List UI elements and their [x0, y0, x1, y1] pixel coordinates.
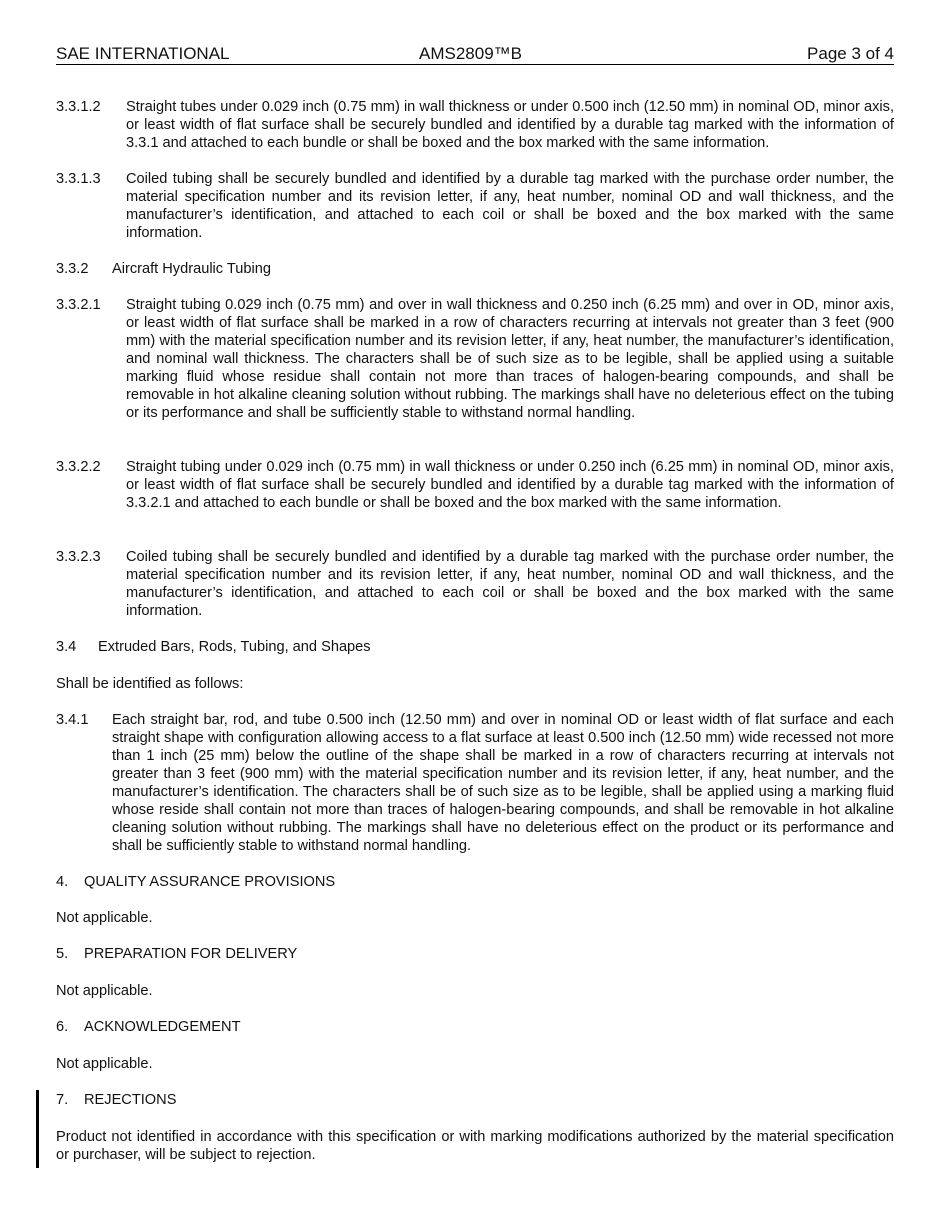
page-header — [56, 44, 894, 65]
section-title: QUALITY ASSURANCE PROVISIONS — [84, 874, 336, 890]
section-number: 7. — [56, 1092, 69, 1108]
section-number: 6. — [56, 1019, 69, 1035]
section-number: 3.3.1.3 — [56, 171, 101, 187]
section-4-body: Not applicable. — [56, 910, 153, 926]
section-4-heading — [56, 873, 894, 891]
header-page-number: Page 3 of 4 — [807, 44, 894, 63]
section-3-3-1-3 — [56, 170, 894, 242]
section-7-heading — [56, 1091, 894, 1109]
section-text: Coiled tubing shall be securely bundled and identified by a durable tag marked with the purchase order number, the material specification number and its revision letter, if any, heat number, nominal OD and wall thickness, and the manufacturer’s identification, and attached to each coil or shall be boxed and the box marked with the same information. — [126, 171, 894, 241]
header-document-number: AMS2809™B — [419, 44, 522, 63]
section-6-heading — [56, 1018, 894, 1036]
section-3-3-1-2 — [56, 98, 894, 152]
section-7-body: Product not identified in accordance with this specification or with marking modifications authorized by the material specification or purchaser, will be subject to rejection. — [56, 1129, 894, 1163]
section-3-4-1 — [56, 711, 894, 855]
section-3-4-heading — [56, 638, 894, 656]
section-number: 3.3.2.3 — [56, 549, 101, 565]
section-number: 3.4 — [56, 639, 77, 655]
section-3-4-intro: Shall be identified as follows: — [56, 676, 244, 692]
section-title: Extruded Bars, Rods, Tubing, and Shapes — [98, 639, 371, 655]
section-5-body: Not applicable. — [56, 983, 153, 999]
section-text: Straight tubing under 0.029 inch (0.75 mm) in wall thickness or under 0.250 inch (6.25 mm) in nominal OD, minor axis, or least width of flat surface shall be securely bundled and identified by a durable tag marked with the information of 3.3.2.1 and attached to each bundle or shall be boxed and the box marked with the same information. — [126, 459, 894, 511]
section-number: 3.4.1 — [56, 712, 89, 728]
section-number: 4. — [56, 874, 69, 890]
section-text: Straight tubing 0.029 inch (0.75 mm) and over in wall thickness and 0.250 inch (6.25 mm) and over in OD, minor axis, or least width of flat surface shall be marked in a row of characters recurring at intervals not greater than 3 feet (900 mm) with the material specification number and its revision letter, if any, heat number, the manufacturer’s identification, and nominal wall thickness. The characters shall be of such size as to be legible, shall be applied using a suitable marking fluid whose residue shall contain not more than traces of halogen-bearing compounds, and shall be removable in hot alkaline cleaning solution without rubbing. The markings shall have no deleterious effect on the tubing or its performance and shall be sufficiently stable to withstand normal handling. — [126, 297, 894, 421]
section-5-heading — [56, 945, 894, 963]
section-6-body: Not applicable. — [56, 1056, 153, 1072]
section-3-3-2-1 — [56, 296, 894, 422]
section-title: PREPARATION FOR DELIVERY — [84, 946, 298, 962]
section-number: 5. — [56, 946, 69, 962]
section-number: 3.3.2 — [56, 261, 89, 277]
section-3-3-2-heading — [56, 260, 894, 278]
section-text: Each straight bar, rod, and tube 0.500 inch (12.50 mm) and over in nominal OD or least width of flat surface and each straight shape with configuration allowing access to a flat surface at least 0.500 inch (12.50 mm) wide recessed not more than 1 inch (25 mm) below the outline of the shape shall be marked in a row of characters recurring at intervals not greater than 3 feet (900 mm) with the material specification number and its revision letter, if any, heat number, and the manufacturer’s identification. The characters shall be of such size as to be legible, shall be applied using a marking fluid whose reside shall contain not more than traces of halogen-bearing compounds, and shall be removable in hot alkaline cleaning solution without rubbing. The markings shall have no deleterious effect on the product or its performance and shall be sufficiently stable to withstand normal handling. — [112, 712, 894, 854]
header-organization: SAE INTERNATIONAL — [56, 44, 230, 63]
section-title: Aircraft Hydraulic Tubing — [112, 261, 271, 277]
section-number: 3.3.2.1 — [56, 297, 101, 313]
section-3-3-2-3 — [56, 548, 894, 620]
revision-change-bar — [36, 1090, 39, 1168]
section-text: Coiled tubing shall be securely bundled and identified by a durable tag marked with the purchase order number, the material specification number and its revision letter, if any, heat number, nominal OD and wall thickness, and the manufacturer’s identification, and attached to each coil or shall be boxed and the box marked with the same information. — [126, 549, 894, 619]
section-number: 3.3.2.2 — [56, 459, 101, 475]
section-text: Straight tubes under 0.029 inch (0.75 mm) in wall thickness or under 0.500 inch (12.50 mm) in nominal OD, minor axis, or least width of flat surface shall be securely bundled and identified by a durable tag marked with the information of 3.3.1 and attached to each bundle or shall be boxed and the box marked with the same information. — [126, 99, 894, 151]
section-title: REJECTIONS — [84, 1092, 177, 1108]
section-3-3-2-2 — [56, 458, 894, 512]
section-number: 3.3.1.2 — [56, 99, 101, 115]
section-title: ACKNOWLEDGEMENT — [84, 1019, 241, 1035]
